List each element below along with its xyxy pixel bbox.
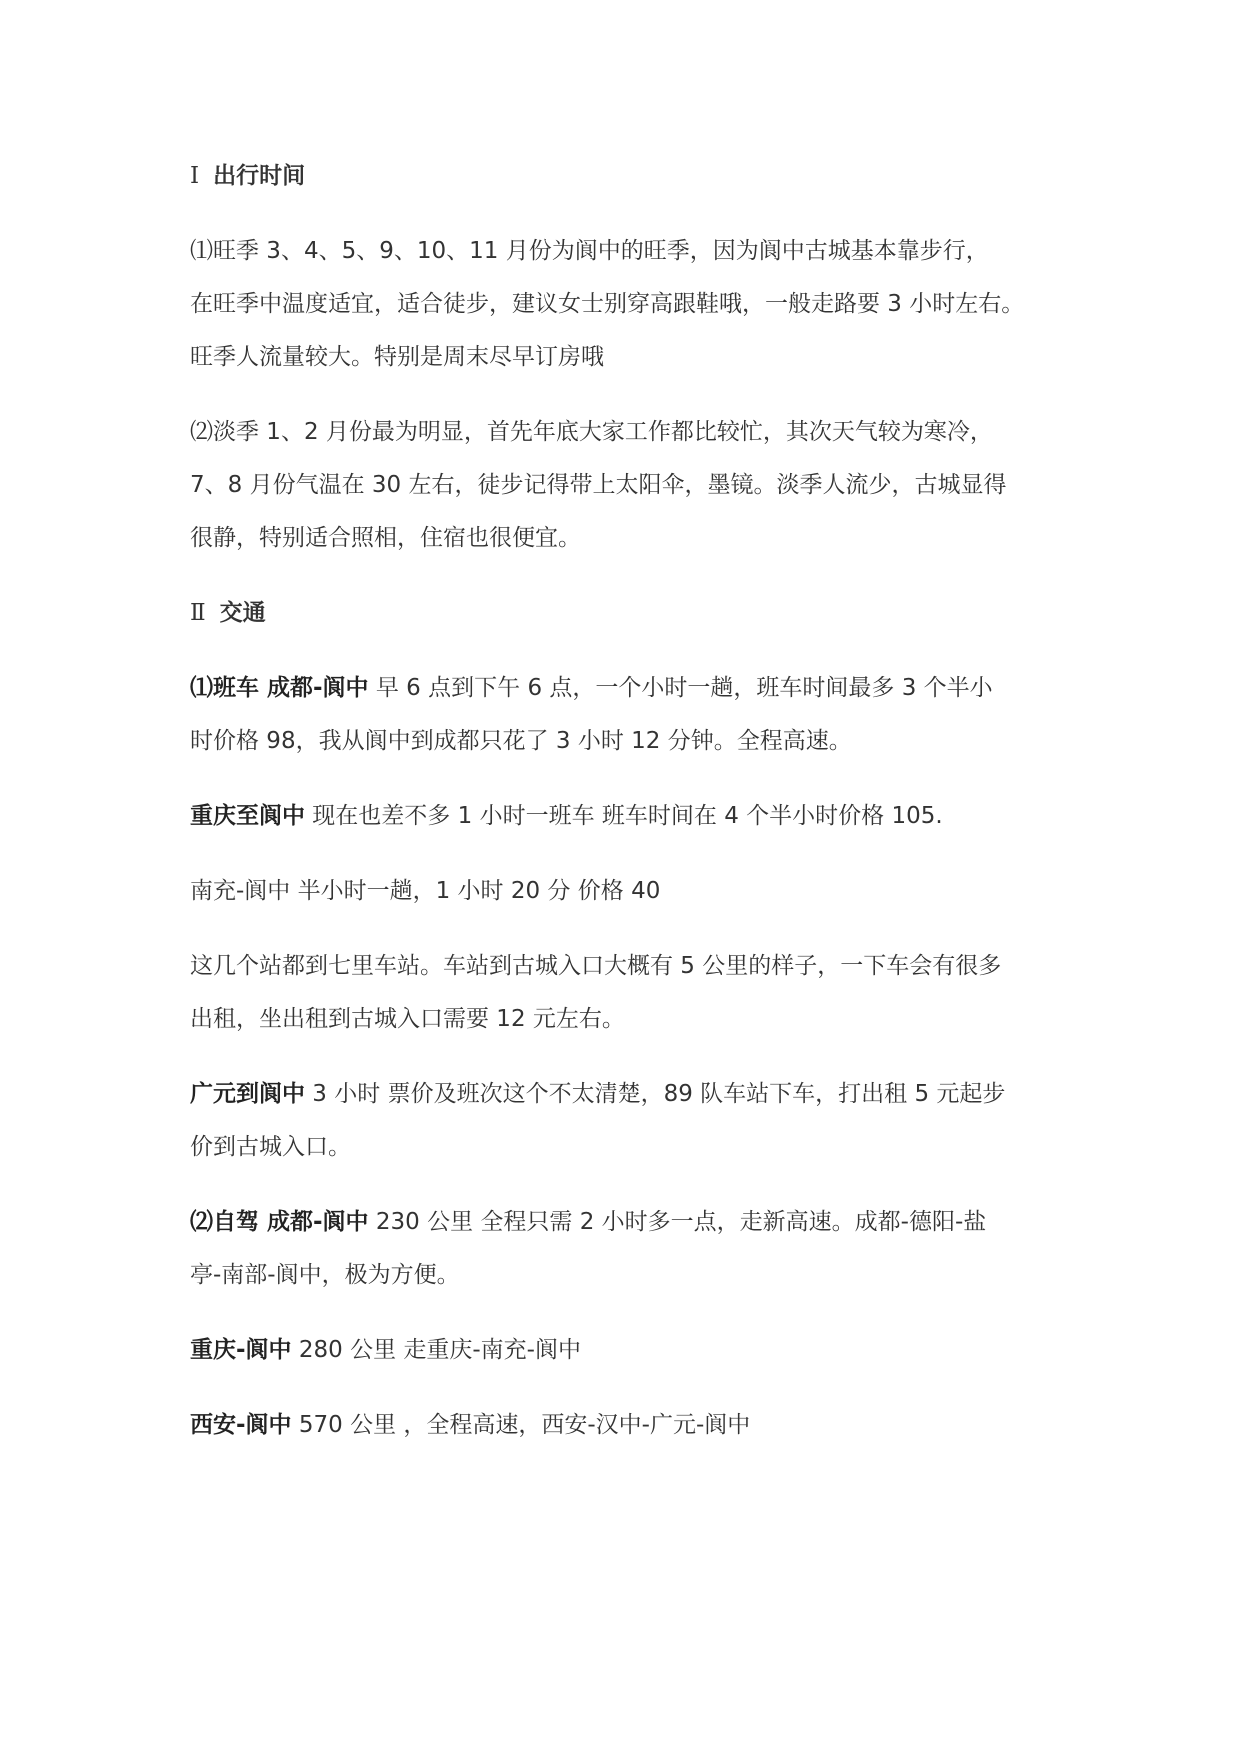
text-line: 在旺季中温度适宜，适合徒步，建议女士别穿高跟鞋哦，一般走路要 3 小时左右。 [190,291,1025,317]
text-line: 旺季人流量较大。特别是周末尽早订房哦 [190,344,604,370]
bold-label: ⑵自驾 成都-阆中 [190,1209,369,1235]
bold-label: 重庆至阆中 [190,803,305,829]
paragraph-bus-chongqing [190,790,1070,843]
bold-label: ⑴班车 成都-阆中 [190,675,369,701]
text-line: 7、8 月份气温在 30 左右，徒步记得带上太阳伞，墨镜。淡季人流少，古城显得 [190,472,1007,498]
text-run: 早 6 点到下午 6 点，一个小时一趟，班车时间最多 3 个半小 [368,675,993,701]
text-run: 570 公里 ，全程高速，西安-汉中-广元-阆中 [291,1412,751,1438]
paragraph-drive-chengdu [190,1196,1070,1302]
document-content [190,150,1070,1474]
section-heading-transport [190,587,1070,640]
section-number: Ⅱ [190,600,206,626]
bold-label: 西安-阆中 [190,1412,292,1438]
text-run: 现在也差不多 1 小时一班车 班车时间在 4 个半小时价格 105. [305,803,943,829]
text-line: ⑴旺季 3、4、5、9、10、11 月份为阆中的旺季，因为阆中古城基本靠步行， [190,238,989,264]
text-line [190,1068,1070,1121]
text-line [190,662,1070,715]
text-run: 280 公里 走重庆-南充-阆中 [291,1337,581,1363]
text-line [190,1196,1070,1249]
paragraph-off-season [190,406,1070,565]
paragraph-bus-guangyuan [190,1068,1070,1174]
paragraph-drive-chongqing [190,1324,1070,1377]
paragraph-drive-xian [190,1399,1070,1452]
text-line: 价到古城入口。 [190,1134,351,1160]
paragraph-peak-season [190,225,1070,384]
text-line: 南充-阆中 半小时一趟，1 小时 20 分 价格 40 [190,878,661,904]
section-heading-travel-time [190,150,1070,203]
text-line: 亭-南部-阆中，极为方便。 [190,1262,460,1288]
section-title: 出行时间 [213,163,306,189]
paragraph-station-info [190,940,1070,1046]
text-line: 很静，特别适合照相，住宿也很便宜。 [190,525,581,551]
text-line: 这几个站都到七里车站。车站到古城入口大概有 5 公里的样子，一下车会有很多 [190,953,1002,979]
text-line: 出租，坐出租到古城入口需要 12 元左右。 [190,1006,625,1032]
text-line [190,790,1070,843]
text-line: 时价格 98，我从阆中到成都只花了 3 小时 12 分钟。全程高速。 [190,728,852,754]
text-line [190,1399,1070,1452]
paragraph-bus-nanchong [190,865,1070,918]
bold-label: 重庆-阆中 [190,1337,292,1363]
text-run: 3 小时 票价及班次这个不太清楚，89 队车站下车，打出租 5 元起步 [305,1081,1006,1107]
text-run: 230 公里 全程只需 2 小时多一点，走新高速。成都-德阳-盐 [368,1209,987,1235]
text-line: ⑵淡季 1、2 月份最为明显，首先年底大家工作都比较忙，其次天气较为寒冷， [190,419,993,445]
bold-label: 广元到阆中 [190,1081,305,1107]
section-number: Ⅰ [190,163,200,189]
paragraph-bus-chengdu [190,662,1070,768]
text-line [190,1324,1070,1377]
section-title: 交通 [219,600,266,626]
